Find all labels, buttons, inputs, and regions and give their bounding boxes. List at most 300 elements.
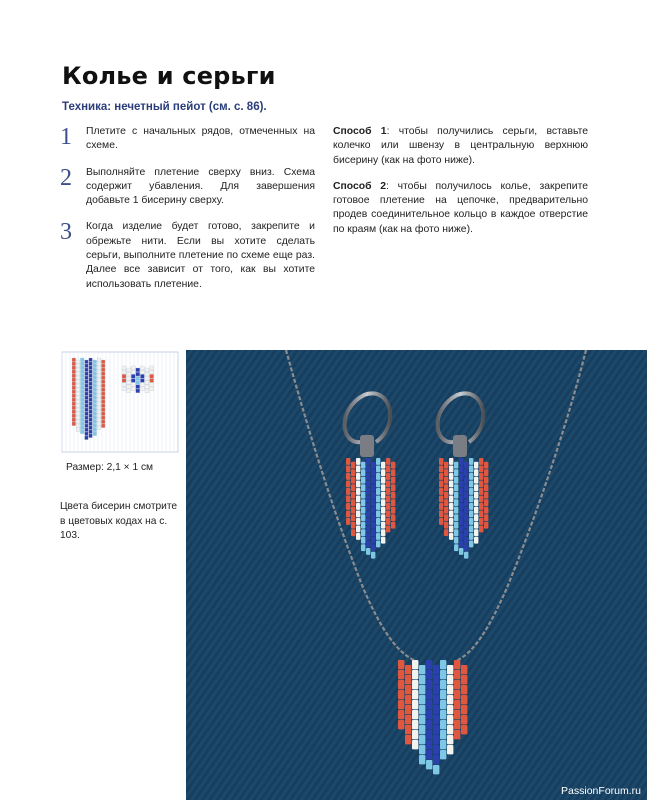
- scheme-bead: [89, 378, 93, 382]
- bead: [440, 700, 446, 709]
- bead: [361, 499, 365, 506]
- bead: [361, 469, 365, 476]
- bead: [433, 725, 439, 734]
- bead: [449, 503, 453, 510]
- scheme-start-bead: [122, 374, 126, 378]
- bead: [461, 705, 467, 714]
- bead: [381, 469, 385, 476]
- scheme-bead: [76, 384, 80, 388]
- bead: [484, 507, 488, 514]
- scheme-bead: [89, 398, 93, 402]
- bead: [433, 745, 439, 754]
- bead: [484, 514, 488, 521]
- bead: [351, 522, 355, 529]
- bead: [419, 755, 425, 764]
- scheme-bead: [97, 378, 101, 382]
- scheme-bead: [89, 422, 93, 426]
- scheme-bead: [80, 394, 84, 398]
- bead: [474, 462, 478, 469]
- bead: [474, 507, 478, 514]
- bead: [439, 473, 443, 480]
- bead: [386, 488, 390, 495]
- bead: [371, 477, 375, 484]
- step-item: [60, 125, 315, 154]
- bead: [439, 496, 443, 503]
- scheme-start-bead: [150, 387, 154, 391]
- scheme-start-bead: [140, 387, 144, 391]
- scheme-bead: [97, 390, 101, 394]
- scheme-bead: [89, 386, 93, 390]
- scheme-bead: [76, 400, 80, 404]
- scheme-bead: [72, 358, 76, 362]
- bead: [391, 469, 395, 476]
- scheme-bead: [72, 390, 76, 394]
- scheme-bead: [72, 410, 76, 414]
- bead: [351, 514, 355, 521]
- scheme-bead: [72, 366, 76, 370]
- bead: [449, 488, 453, 495]
- scheme-bead: [93, 420, 97, 424]
- method-text: : чтобы получилось колье, закрепите готовое плетение на цепочке, предварительно продев соединительное кольцо в каждое отверстие по краям (как на фото ниже).: [333, 180, 589, 235]
- bead: [474, 477, 478, 484]
- scheme-bead: [97, 374, 101, 378]
- bead: [454, 537, 458, 544]
- bead: [371, 544, 375, 551]
- bead: [433, 735, 439, 744]
- scheme-bead: [72, 406, 76, 410]
- bead: [398, 700, 404, 709]
- bead: [440, 710, 446, 719]
- scheme-start-bead: [131, 387, 135, 391]
- bead: [439, 518, 443, 525]
- bead: [479, 526, 483, 533]
- watermark-text: PassionForum.ru: [561, 785, 641, 797]
- scheme-bead: [80, 366, 84, 370]
- bead: [426, 740, 432, 749]
- scheme-bead: [85, 364, 89, 368]
- scheme-bead: [93, 376, 97, 380]
- scheme-bead: [93, 372, 97, 376]
- bead: [361, 529, 365, 536]
- scheme-bead: [80, 386, 84, 390]
- bead: [366, 511, 370, 518]
- bead: [440, 690, 446, 699]
- bead: [376, 518, 380, 525]
- bead: [454, 730, 460, 739]
- bead: [464, 514, 468, 521]
- scheme-start-bead: [131, 370, 135, 374]
- bead: [351, 462, 355, 469]
- scheme-bead: [85, 384, 89, 388]
- scheme-bead: [76, 372, 80, 376]
- scheme-start-bead: [150, 370, 154, 374]
- scheme-bead: [72, 382, 76, 386]
- bead: [346, 518, 350, 525]
- size-label: Размер: 2,1 × 1 см: [66, 462, 154, 473]
- method-label: Способ 2: [333, 180, 387, 192]
- scheme-bead: [80, 418, 84, 422]
- bead: [459, 488, 463, 495]
- bead: [346, 458, 350, 465]
- scheme-bead: [93, 412, 97, 416]
- bead: [440, 740, 446, 749]
- bead: [469, 518, 473, 525]
- scheme-start-bead: [122, 387, 126, 391]
- bead: [449, 533, 453, 540]
- bead: [371, 514, 375, 521]
- bead: [440, 750, 446, 759]
- bead: [426, 700, 432, 709]
- bead: [433, 695, 439, 704]
- scheme-bead: [76, 360, 80, 364]
- scheme-start-bead: [150, 383, 154, 387]
- scheme-bead: [93, 424, 97, 428]
- scheme-start-bead: [131, 379, 135, 383]
- bead: [386, 511, 390, 518]
- scheme-bead: [80, 414, 84, 418]
- bead: [366, 541, 370, 548]
- scheme-bead: [72, 418, 76, 422]
- bead: [459, 458, 463, 465]
- bead: [419, 735, 425, 744]
- scheme-bead: [93, 416, 97, 420]
- bead: [351, 477, 355, 484]
- bead: [454, 720, 460, 729]
- bead: [405, 695, 411, 704]
- scheme-bead: [80, 382, 84, 386]
- scheme-bead: [93, 400, 97, 404]
- scheme-bead: [97, 398, 101, 402]
- scheme-bead: [80, 374, 84, 378]
- scheme-bead: [85, 376, 89, 380]
- bead: [454, 529, 458, 536]
- bead: [469, 526, 473, 533]
- scheme-start-bead: [122, 383, 126, 387]
- bead: [346, 503, 350, 510]
- bead: [366, 466, 370, 473]
- scheme-bead: [76, 388, 80, 392]
- bead: [426, 710, 432, 719]
- bead: [381, 499, 385, 506]
- bead: [371, 469, 375, 476]
- scheme-bead: [101, 376, 105, 380]
- bead: [474, 529, 478, 536]
- bead: [464, 477, 468, 484]
- bead: [426, 670, 432, 679]
- bead: [351, 507, 355, 514]
- bead: [386, 503, 390, 510]
- bead: [426, 750, 432, 759]
- bead: [361, 544, 365, 551]
- scheme-bead: [97, 402, 101, 406]
- bead: [405, 725, 411, 734]
- bead: [419, 725, 425, 734]
- bead: [386, 466, 390, 473]
- bead: [366, 548, 370, 555]
- bead: [361, 492, 365, 499]
- bead: [419, 665, 425, 674]
- bead: [454, 522, 458, 529]
- scheme-start-bead: [136, 381, 140, 385]
- bead: [361, 507, 365, 514]
- bead: [381, 537, 385, 544]
- bead: [479, 503, 483, 510]
- scheme-bead: [89, 366, 93, 370]
- scheme-bead: [72, 386, 76, 390]
- scheme-bead: [101, 372, 105, 376]
- scheme-bead: [101, 424, 105, 428]
- bead: [440, 730, 446, 739]
- bead: [376, 533, 380, 540]
- bead: [371, 529, 375, 536]
- scheme-bead: [97, 386, 101, 390]
- scheme-bead: [97, 422, 101, 426]
- bead: [361, 537, 365, 544]
- scheme-bead: [89, 430, 93, 434]
- bead: [426, 760, 432, 769]
- scheme-bead: [101, 408, 105, 412]
- bead: [356, 473, 360, 480]
- scheme-bead: [80, 422, 84, 426]
- method-item: [333, 125, 588, 168]
- bead: [459, 496, 463, 503]
- bead: [440, 680, 446, 689]
- scheme-bead: [93, 368, 97, 372]
- bead: [381, 484, 385, 491]
- scheme-start-bead: [136, 372, 140, 376]
- bead: [346, 496, 350, 503]
- bead: [419, 695, 425, 704]
- bead: [381, 514, 385, 521]
- bead: [386, 518, 390, 525]
- bead: [447, 745, 453, 754]
- scheme-bead: [101, 380, 105, 384]
- bead: [356, 458, 360, 465]
- jewelry-photo-svg: [186, 350, 647, 800]
- scheme-start-bead: [145, 376, 149, 380]
- bead: [444, 469, 448, 476]
- bead: [454, 690, 460, 699]
- bead: [469, 458, 473, 465]
- scheme-start-bead: [150, 374, 154, 378]
- bead: [454, 700, 460, 709]
- scheme-bead: [93, 388, 97, 392]
- scheme-bead: [80, 426, 84, 430]
- bead: [412, 730, 418, 739]
- bead: [439, 481, 443, 488]
- bead: [366, 458, 370, 465]
- scheme-start-bead: [145, 389, 149, 393]
- bead: [459, 541, 463, 548]
- bead: [391, 499, 395, 506]
- scheme-bead: [72, 398, 76, 402]
- scheme-start-bead: [127, 389, 131, 393]
- scheme-start-bead: [145, 368, 149, 372]
- scheme-bead: [80, 406, 84, 410]
- scheme-bead: [76, 408, 80, 412]
- scheme-bead: [85, 396, 89, 400]
- bead: [412, 680, 418, 689]
- step-number: 1: [60, 124, 72, 150]
- bead: [459, 481, 463, 488]
- scheme-start-bead: [131, 383, 135, 387]
- scheme-start-bead: [136, 376, 140, 380]
- scheme-bead: [93, 392, 97, 396]
- scheme-bead: [93, 404, 97, 408]
- step-text: Плетите с начальных рядов, отмеченных на схеме.: [86, 126, 315, 152]
- bead: [356, 466, 360, 473]
- bead: [454, 544, 458, 551]
- scheme-start-bead: [136, 368, 140, 372]
- scheme-bead: [93, 380, 97, 384]
- scheme-bead: [101, 384, 105, 388]
- bead: [464, 522, 468, 529]
- bead: [376, 481, 380, 488]
- bead: [461, 685, 467, 694]
- scheme-bead: [97, 358, 101, 362]
- bead: [444, 514, 448, 521]
- bead: [376, 503, 380, 510]
- bead: [376, 526, 380, 533]
- bead: [439, 488, 443, 495]
- scheme-bead: [93, 360, 97, 364]
- bead: [351, 492, 355, 499]
- bead: [461, 725, 467, 734]
- scheme-bead: [80, 410, 84, 414]
- scheme-bead: [85, 428, 89, 432]
- scheme-bead: [76, 380, 80, 384]
- scheme-bead: [93, 428, 97, 432]
- bead: [464, 529, 468, 536]
- scheme-bead: [80, 402, 84, 406]
- bead: [381, 529, 385, 536]
- bead-scheme-svg: [60, 350, 180, 454]
- scheme-start-bead: [140, 374, 144, 378]
- bead: [459, 533, 463, 540]
- bead: [447, 705, 453, 714]
- bead: [391, 477, 395, 484]
- scheme-start-bead: [131, 366, 135, 370]
- bead: [444, 529, 448, 536]
- bead: [351, 529, 355, 536]
- bead: [461, 715, 467, 724]
- bead: [479, 496, 483, 503]
- bead: [405, 735, 411, 744]
- bead: [371, 507, 375, 514]
- scheme-start-bead: [127, 381, 131, 385]
- bead: [469, 541, 473, 548]
- scheme-bead: [85, 368, 89, 372]
- bead: [464, 462, 468, 469]
- bead: [433, 685, 439, 694]
- scheme-bead: [85, 380, 89, 384]
- scheme-bead: [85, 424, 89, 428]
- bead: [346, 481, 350, 488]
- bead: [464, 552, 468, 559]
- bead: [398, 670, 404, 679]
- scheme-bead: [72, 370, 76, 374]
- scheme-bead: [76, 412, 80, 416]
- scheme-bead: [89, 426, 93, 430]
- bead: [361, 522, 365, 529]
- bead: [459, 548, 463, 555]
- bead: [447, 695, 453, 704]
- scheme-bead: [72, 402, 76, 406]
- bead: [376, 458, 380, 465]
- bead: [449, 481, 453, 488]
- bead: [356, 496, 360, 503]
- bead: [371, 484, 375, 491]
- bead: [419, 745, 425, 754]
- bead: [391, 514, 395, 521]
- scheme-bead: [97, 410, 101, 414]
- scheme-bead: [93, 364, 97, 368]
- method-label: Способ 1: [333, 126, 387, 137]
- scheme-start-bead: [150, 366, 154, 370]
- bead: [371, 552, 375, 559]
- bead: [449, 511, 453, 518]
- methods-block: [333, 125, 588, 249]
- bead: [376, 541, 380, 548]
- scheme-bead: [97, 418, 101, 422]
- bead: [433, 765, 439, 774]
- bead: [376, 488, 380, 495]
- bead: [461, 695, 467, 704]
- scheme-bead: [85, 420, 89, 424]
- scheme-bead: [76, 420, 80, 424]
- bead: [454, 670, 460, 679]
- bead: [366, 481, 370, 488]
- bead: [356, 526, 360, 533]
- bead: [426, 730, 432, 739]
- step-item: [60, 166, 315, 209]
- bead: [426, 660, 432, 669]
- bead: [484, 462, 488, 469]
- bead: [474, 469, 478, 476]
- scheme-bead: [80, 398, 84, 402]
- bead: [405, 675, 411, 684]
- bead: [440, 660, 446, 669]
- bead: [386, 473, 390, 480]
- bead: [366, 496, 370, 503]
- bead: [346, 488, 350, 495]
- steps-list: [60, 125, 315, 304]
- scheme-start-bead: [127, 376, 131, 380]
- bead: [426, 690, 432, 699]
- bead: [479, 466, 483, 473]
- scheme-bead: [89, 410, 93, 414]
- bead: [484, 492, 488, 499]
- bead: [405, 685, 411, 694]
- bead: [464, 544, 468, 551]
- scheme-start-bead: [131, 374, 135, 378]
- scheme-start-bead: [127, 372, 131, 376]
- page-title: Колье и серьги: [62, 62, 276, 90]
- technique-subtitle: Техника: нечетный пейот (см. с. 86).: [62, 101, 267, 113]
- scheme-bead: [85, 360, 89, 364]
- method-text: : чтобы получились серьги, вставьте колечко или швензу в центральную верхнюю бисерину (как на фото ниже).: [333, 126, 589, 166]
- bead: [459, 518, 463, 525]
- scheme-bead: [72, 422, 76, 426]
- scheme-bead: [76, 404, 80, 408]
- bead: [440, 720, 446, 729]
- bead: [381, 492, 385, 499]
- bead: [444, 462, 448, 469]
- bead: [479, 473, 483, 480]
- bead: [454, 710, 460, 719]
- bead: [444, 492, 448, 499]
- scheme-bead: [89, 406, 93, 410]
